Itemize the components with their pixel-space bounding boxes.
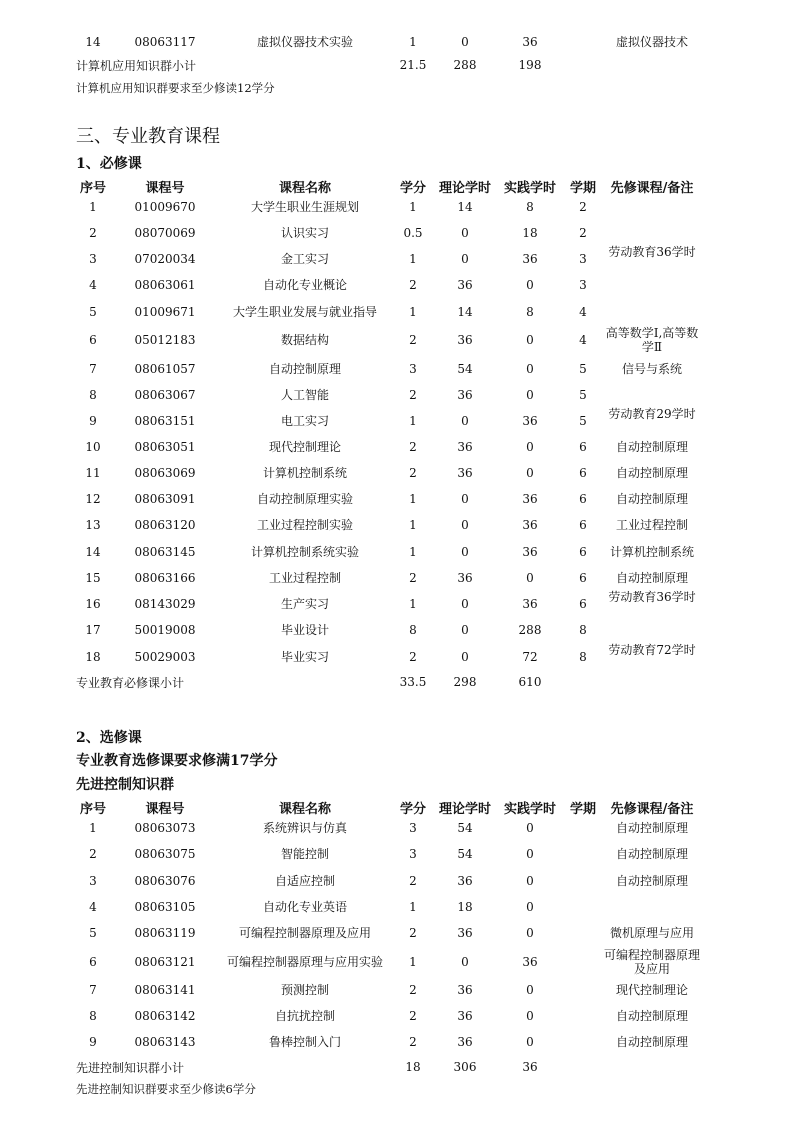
cell-note: 信号与系统 xyxy=(621,362,682,376)
cell-credit: 1 xyxy=(409,252,417,266)
cell-note: 工业过程控制 xyxy=(615,518,688,532)
elective-subtotal-label: 先进控制知识群小计 xyxy=(76,1061,185,1075)
cell-term: 6 xyxy=(579,492,587,506)
cell-code: 07020034 xyxy=(134,252,196,266)
cell-term: 6 xyxy=(579,440,587,454)
cell-name: 自动控制原理 xyxy=(268,362,342,376)
cell-practice: 36 xyxy=(522,492,538,506)
cell-code: 08063142 xyxy=(134,1009,196,1023)
cell-code: 08143029 xyxy=(134,597,196,611)
cell-code: 50019008 xyxy=(134,623,196,637)
cell-practice: 0 xyxy=(526,333,534,347)
cell-name: 自适应控制 xyxy=(274,874,336,888)
required-header-term: 学期 xyxy=(569,181,597,196)
cell-practice: 36 xyxy=(522,545,538,559)
top-subtotal-theory: 288 xyxy=(453,58,477,72)
cell-note: 自动控制原理 xyxy=(615,1009,688,1023)
cell-seq: 11 xyxy=(85,466,101,480)
cell-credit: 2 xyxy=(409,278,417,292)
elective-header-theory: 理论学时 xyxy=(438,802,492,817)
cell-seq: 17 xyxy=(85,623,101,637)
cell-name: 认识实习 xyxy=(280,226,330,240)
cell-seq: 8 xyxy=(89,388,97,402)
cell-note: 劳动教育36学时 xyxy=(608,245,696,259)
cell-theory: 14 xyxy=(457,200,473,214)
cell-theory: 14 xyxy=(457,305,473,319)
cell-code: 08063067 xyxy=(134,388,196,402)
cell-practice: 36 xyxy=(522,955,538,969)
cell-note: 自动控制原理 xyxy=(615,1035,688,1049)
cell-credit: 1 xyxy=(409,200,417,214)
required-header-name: 课程名称 xyxy=(278,181,332,196)
cell-term: 2 xyxy=(579,226,587,240)
cell-theory: 18 xyxy=(457,900,473,914)
cell-credit: 2 xyxy=(409,983,417,997)
cell-seq: 6 xyxy=(89,955,97,969)
cell-seq: 4 xyxy=(89,900,97,914)
cell-practice: 36 xyxy=(522,414,538,428)
cell-theory: 0 xyxy=(461,545,469,559)
cell-note: 自动控制原理 xyxy=(615,466,688,480)
cell-note: 自动控制原理 xyxy=(615,492,688,506)
top-row-theory: 0 xyxy=(461,35,469,49)
required-header-practice: 实践学时 xyxy=(503,181,557,196)
cell-code: 08063076 xyxy=(134,874,196,888)
cell-seq: 6 xyxy=(89,333,97,347)
cell-practice: 0 xyxy=(526,926,534,940)
cell-theory: 36 xyxy=(457,571,473,585)
required-subtotal-practice: 610 xyxy=(518,675,542,689)
cell-code: 01009670 xyxy=(134,200,196,214)
cell-code: 08063105 xyxy=(134,900,196,914)
top-row-seq: 14 xyxy=(85,35,101,49)
cell-note: 劳动教育72学时 xyxy=(608,643,696,657)
cell-code: 08063075 xyxy=(134,847,196,861)
cell-term: 6 xyxy=(579,466,587,480)
cell-credit: 2 xyxy=(409,926,417,940)
cell-theory: 0 xyxy=(461,597,469,611)
cell-credit: 3 xyxy=(409,362,417,376)
cell-seq: 5 xyxy=(89,926,97,940)
cell-practice: 0 xyxy=(526,440,534,454)
elective-group-title: 先进控制知识群 xyxy=(76,777,174,793)
cell-code: 05012183 xyxy=(134,333,196,347)
cell-credit: 3 xyxy=(409,821,417,835)
cell-practice: 0 xyxy=(526,571,534,585)
cell-credit: 1 xyxy=(409,955,417,969)
cell-note: 高等数学Ⅰ,高等数学Ⅱ xyxy=(605,326,699,354)
cell-practice: 36 xyxy=(522,597,538,611)
elective-subtotal-credit: 18 xyxy=(405,1060,421,1074)
elective-group-note: 先进控制知识群要求至少修读6学分 xyxy=(76,1082,256,1096)
cell-practice: 0 xyxy=(526,466,534,480)
cell-credit: 0.5 xyxy=(403,226,423,240)
cell-name: 自动控制原理实验 xyxy=(256,492,354,506)
elective-requirement: 专业教育选修课要求修满17学分 xyxy=(76,753,278,769)
cell-term: 3 xyxy=(579,278,587,292)
elective-header-code: 课程号 xyxy=(145,802,185,817)
cell-term: 6 xyxy=(579,518,587,532)
cell-practice: 0 xyxy=(526,388,534,402)
cell-credit: 1 xyxy=(409,597,417,611)
cell-term: 6 xyxy=(579,545,587,559)
cell-credit: 2 xyxy=(409,333,417,347)
cell-term: 8 xyxy=(579,650,587,664)
cell-theory: 0 xyxy=(461,414,469,428)
cell-seq: 13 xyxy=(85,518,101,532)
required-title: 1、必修课 xyxy=(76,156,142,172)
cell-theory: 0 xyxy=(461,492,469,506)
cell-theory: 54 xyxy=(457,847,473,861)
cell-name: 计算机控制系统实验 xyxy=(250,545,360,559)
cell-theory: 0 xyxy=(461,518,469,532)
cell-credit: 2 xyxy=(409,466,417,480)
cell-theory: 36 xyxy=(457,1035,473,1049)
top-row-note: 虚拟仪器技术 xyxy=(615,35,689,49)
cell-theory: 36 xyxy=(457,466,473,480)
cell-name: 可编程控制器原理与应用实验 xyxy=(226,955,384,969)
cell-term: 5 xyxy=(579,388,587,402)
cell-note: 劳动教育29学时 xyxy=(608,407,696,421)
elective-header-name: 课程名称 xyxy=(278,802,332,817)
cell-theory: 36 xyxy=(457,983,473,997)
cell-theory: 0 xyxy=(461,226,469,240)
cell-name: 电工实习 xyxy=(280,414,330,428)
cell-seq: 8 xyxy=(89,1009,97,1023)
cell-name: 可编程控制器原理及应用 xyxy=(238,926,372,940)
top-group-note: 计算机应用知识群要求至少修读12学分 xyxy=(76,81,275,95)
cell-note: 自动控制原理 xyxy=(615,821,688,835)
cell-practice: 0 xyxy=(526,278,534,292)
cell-seq: 2 xyxy=(89,226,97,240)
cell-theory: 36 xyxy=(457,926,473,940)
cell-code: 08063120 xyxy=(134,518,196,532)
cell-name: 生产实习 xyxy=(280,597,330,611)
cell-theory: 36 xyxy=(457,1009,473,1023)
cell-theory: 36 xyxy=(457,278,473,292)
cell-term: 8 xyxy=(579,623,587,637)
top-row-code: 08063117 xyxy=(134,35,196,49)
elective-title: 2、选修课 xyxy=(76,730,142,746)
cell-credit: 1 xyxy=(409,545,417,559)
cell-name: 自动化专业概论 xyxy=(262,278,348,292)
cell-credit: 2 xyxy=(409,1035,417,1049)
cell-seq: 3 xyxy=(89,874,97,888)
cell-theory: 0 xyxy=(461,650,469,664)
cell-practice: 0 xyxy=(526,821,534,835)
cell-name: 系统辨识与仿真 xyxy=(262,821,348,835)
cell-practice: 0 xyxy=(526,983,534,997)
cell-credit: 1 xyxy=(409,900,417,914)
cell-code: 50029003 xyxy=(134,650,196,664)
cell-term: 4 xyxy=(579,333,587,347)
top-subtotal-label: 计算机应用知识群小计 xyxy=(76,59,197,73)
top-subtotal-credit: 21.5 xyxy=(399,58,427,72)
cell-credit: 1 xyxy=(409,414,417,428)
cell-name: 毕业实习 xyxy=(280,650,330,664)
top-row-practice: 36 xyxy=(522,35,538,49)
cell-seq: 15 xyxy=(85,571,101,585)
cell-credit: 2 xyxy=(409,388,417,402)
elective-header-seq: 序号 xyxy=(79,802,107,817)
required-subtotal-credit: 33.5 xyxy=(399,675,427,689)
cell-practice: 0 xyxy=(526,900,534,914)
cell-code: 08063141 xyxy=(134,983,196,997)
cell-theory: 0 xyxy=(461,955,469,969)
required-subtotal-label: 专业教育必修课小计 xyxy=(76,676,185,690)
cell-theory: 36 xyxy=(457,874,473,888)
cell-code: 08063069 xyxy=(134,466,196,480)
cell-practice: 0 xyxy=(526,1035,534,1049)
cell-credit: 2 xyxy=(409,874,417,888)
cell-name: 毕业设计 xyxy=(280,623,330,637)
cell-name: 自抗扰控制 xyxy=(274,1009,336,1023)
cell-credit: 1 xyxy=(409,305,417,319)
cell-credit: 2 xyxy=(409,650,417,664)
cell-name: 鲁棒控制入门 xyxy=(268,1035,342,1049)
cell-theory: 0 xyxy=(461,252,469,266)
cell-code: 08070069 xyxy=(134,226,196,240)
cell-note: 自动控制原理 xyxy=(615,847,688,861)
cell-name: 金工实习 xyxy=(280,252,330,266)
cell-practice: 8 xyxy=(526,200,534,214)
cell-code: 08063051 xyxy=(134,440,196,454)
cell-credit: 8 xyxy=(409,623,417,637)
cell-seq: 1 xyxy=(89,200,97,214)
required-header-code: 课程号 xyxy=(145,181,185,196)
cell-name: 工业过程控制 xyxy=(268,571,342,585)
cell-note: 自动控制原理 xyxy=(615,440,688,454)
cell-note: 自动控制原理 xyxy=(615,874,688,888)
cell-code: 08063166 xyxy=(134,571,196,585)
required-subtotal-theory: 298 xyxy=(453,675,477,689)
cell-code: 08063151 xyxy=(134,414,196,428)
cell-note: 劳动教育36学时 xyxy=(608,590,696,604)
cell-note: 可编程控制器原理及应用 xyxy=(603,948,700,976)
elective-subtotal-practice: 36 xyxy=(522,1060,538,1074)
cell-theory: 36 xyxy=(457,440,473,454)
cell-name: 自动化专业英语 xyxy=(262,900,348,914)
required-header-note: 先修课程/备注 xyxy=(610,181,694,196)
cell-practice: 72 xyxy=(522,650,538,664)
cell-term: 2 xyxy=(579,200,587,214)
cell-term: 5 xyxy=(579,362,587,376)
cell-credit: 2 xyxy=(409,1009,417,1023)
cell-seq: 12 xyxy=(85,492,101,506)
elective-header-credit: 学分 xyxy=(399,802,427,817)
cell-note: 计算机控制系统 xyxy=(609,545,694,559)
top-row-credit: 1 xyxy=(409,35,417,49)
cell-code: 08063073 xyxy=(134,821,196,835)
cell-credit: 1 xyxy=(409,518,417,532)
cell-practice: 36 xyxy=(522,252,538,266)
cell-seq: 3 xyxy=(89,252,97,266)
cell-practice: 0 xyxy=(526,847,534,861)
cell-code: 08063091 xyxy=(134,492,196,506)
required-header-credit: 学分 xyxy=(399,181,427,196)
cell-practice: 0 xyxy=(526,1009,534,1023)
elective-header-note: 先修课程/备注 xyxy=(610,802,694,817)
cell-seq: 4 xyxy=(89,278,97,292)
cell-seq: 9 xyxy=(89,414,97,428)
cell-seq: 2 xyxy=(89,847,97,861)
cell-credit: 2 xyxy=(409,571,417,585)
cell-seq: 5 xyxy=(89,305,97,319)
cell-name: 现代控制理论 xyxy=(268,440,342,454)
cell-name: 大学生职业发展与就业指导 xyxy=(232,305,378,319)
elective-header-term: 学期 xyxy=(569,802,597,817)
cell-code: 08063121 xyxy=(134,955,196,969)
cell-code: 08063119 xyxy=(134,926,196,940)
cell-term: 5 xyxy=(579,414,587,428)
cell-term: 6 xyxy=(579,597,587,611)
cell-note: 现代控制理论 xyxy=(615,983,688,997)
cell-term: 4 xyxy=(579,305,587,319)
cell-name: 数据结构 xyxy=(280,333,330,347)
cell-name: 预测控制 xyxy=(280,983,330,997)
cell-code: 08063061 xyxy=(134,278,196,292)
cell-seq: 7 xyxy=(89,983,97,997)
cell-code: 01009671 xyxy=(134,305,196,319)
cell-practice: 8 xyxy=(526,305,534,319)
cell-practice: 288 xyxy=(518,623,542,637)
cell-name: 大学生职业生涯规划 xyxy=(250,200,360,214)
cell-practice: 18 xyxy=(522,226,538,240)
required-header-theory: 理论学时 xyxy=(438,181,492,196)
top-subtotal-practice: 198 xyxy=(518,58,542,72)
required-header-seq: 序号 xyxy=(79,181,107,196)
cell-code: 08063145 xyxy=(134,545,196,559)
cell-term: 6 xyxy=(579,571,587,585)
cell-note: 微机原理与应用 xyxy=(609,926,694,940)
elective-header-practice: 实践学时 xyxy=(503,802,557,817)
cell-credit: 2 xyxy=(409,440,417,454)
cell-seq: 1 xyxy=(89,821,97,835)
cell-code: 08061057 xyxy=(134,362,196,376)
cell-practice: 0 xyxy=(526,362,534,376)
cell-seq: 9 xyxy=(89,1035,97,1049)
cell-code: 08063143 xyxy=(134,1035,196,1049)
cell-note: 自动控制原理 xyxy=(615,571,688,585)
cell-seq: 10 xyxy=(85,440,101,454)
cell-name: 智能控制 xyxy=(280,847,330,861)
top-row-name: 虚拟仪器技术实验 xyxy=(256,35,354,49)
cell-name: 人工智能 xyxy=(280,388,330,402)
cell-practice: 36 xyxy=(522,518,538,532)
cell-term: 3 xyxy=(579,252,587,266)
cell-theory: 36 xyxy=(457,388,473,402)
elective-subtotal-theory: 306 xyxy=(453,1060,477,1074)
cell-name: 工业过程控制实验 xyxy=(256,518,354,532)
cell-seq: 18 xyxy=(85,650,101,664)
cell-credit: 1 xyxy=(409,492,417,506)
cell-credit: 3 xyxy=(409,847,417,861)
cell-seq: 14 xyxy=(85,545,101,559)
cell-seq: 16 xyxy=(85,597,101,611)
cell-theory: 0 xyxy=(461,623,469,637)
section-title: 三、专业教育课程 xyxy=(76,126,220,147)
cell-theory: 54 xyxy=(457,821,473,835)
cell-seq: 7 xyxy=(89,362,97,376)
cell-name: 计算机控制系统 xyxy=(262,466,348,480)
cell-practice: 0 xyxy=(526,874,534,888)
cell-theory: 36 xyxy=(457,333,473,347)
cell-theory: 54 xyxy=(457,362,473,376)
